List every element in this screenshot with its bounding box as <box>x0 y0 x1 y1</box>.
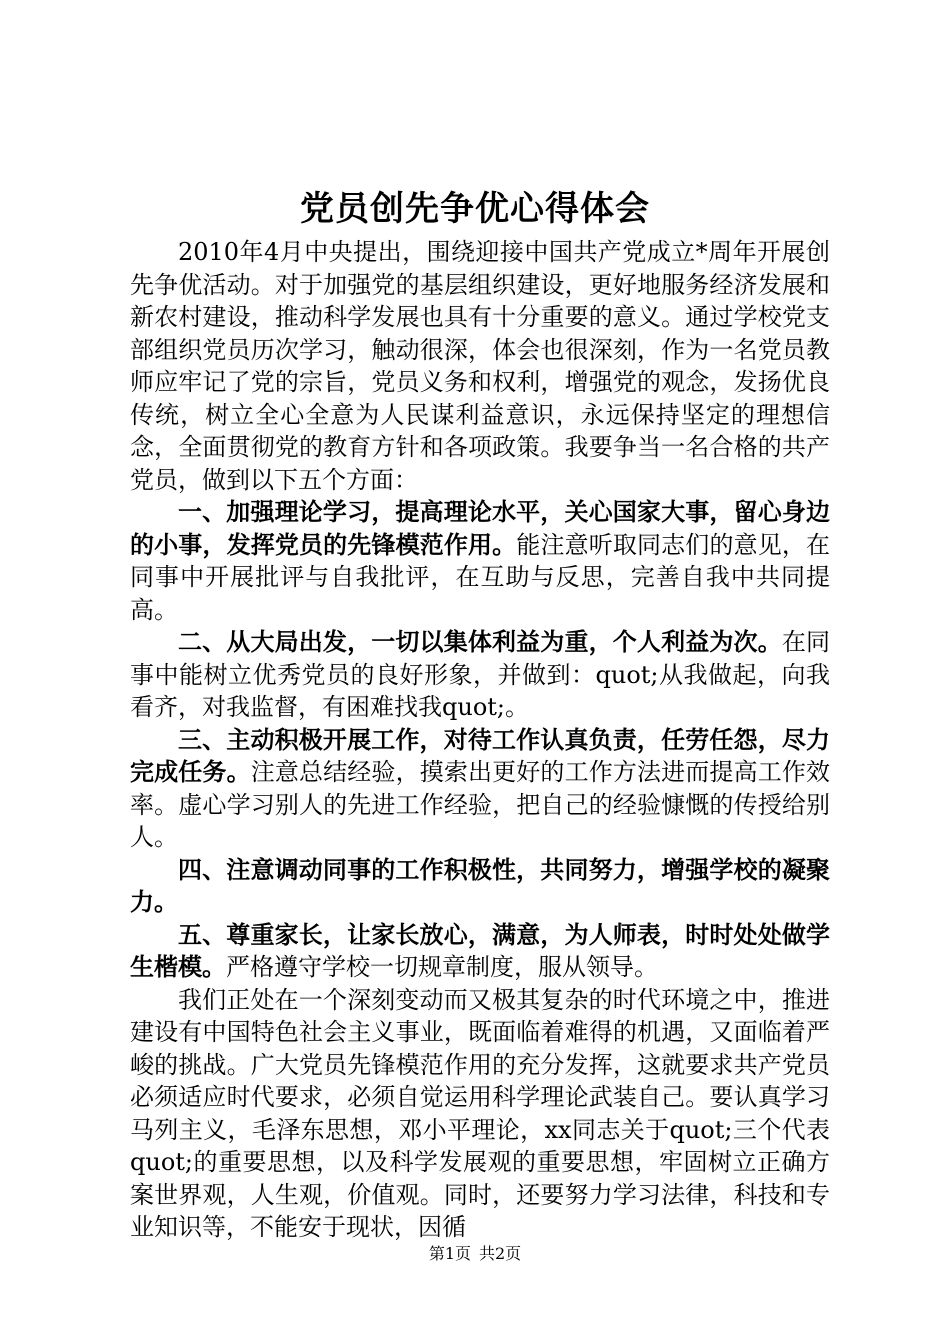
paragraph-lead: 一、加强理论学习，提高理论水平，关心国家大事，留心身边的小事，发挥党员的先锋模范作用。 <box>130 498 830 559</box>
paragraph-text: 在同事中能树立优秀党员的良好形象，并做到：quot;从我做起，向我看齐，对我监督，有困难找我quot;。 <box>130 628 831 721</box>
paragraph-conclusion <box>130 984 830 1244</box>
paragraph-text: 我们正处在一个深刻变动而又极其复杂的时代环境之中，推进建设有中国特色社会主义事业，既面临着难得的机遇，又面临着严峻的挑战。广大党员先锋模范作用的充分发挥，这就要求共产党员必须适应时代要求，必须自觉运用科学理论武装自己。要认真学习马列主义，毛泽东思想，邓小平理论，xx同志关于quot;三个代表quot;的重要思想，以及科学发展观的重要思想，牢固树立正确方案世界观，人生观，价值观。同时，还要努力学习法律，科技和专业知识等，不能安于现状，因循 <box>130 985 830 1241</box>
paragraph-point-5 <box>130 919 830 984</box>
paragraph-intro <box>130 236 830 496</box>
paragraph-point-3 <box>130 724 830 854</box>
paragraph-point-2 <box>130 626 830 724</box>
paragraph-lead: 二、从大局出发，一切以集体利益为重，个人利益为次。 <box>178 628 782 656</box>
paragraph-text: 能注意听取同志们的意见，在同事中开展批评与自我批评，在互助与反思，完善自我中共同提高。 <box>130 530 831 624</box>
paragraph-lead: 五、尊重家长，让家长放心，满意，为人师表，时时处处做学生楷模。 <box>130 920 830 981</box>
document-title: 党员创先争优心得体会 <box>300 189 650 229</box>
paragraph-point-1 <box>130 496 830 626</box>
document-body <box>130 236 830 1244</box>
paragraph-lead: 四、注意调动同事的工作积极性，共同努力，增强学校的凝聚力。 <box>130 855 830 916</box>
paragraph-point-4 <box>130 854 830 919</box>
page-number: 第1页 <box>428 1244 471 1263</box>
paragraph-text: 2010年4月中央提出，围绕迎接中国共产党成立*周年开展创先争优活动。对于加强党的基层组织建设，更好地服务经济发展和新农村建设，推动科学发展也具有十分重要的意义。通过学校党支部组织党员历次学习，触动很深，体会也很深刻，作为一名党员教师应牢记了党的宗旨，党员义务和权利，增强党的观念，发扬优良传统，树立全心全意为人民谋利益意识，永远保持坚定的理想信念，全面贯彻党的教育方针和各项政策。我要争当一名合格的共产党员，做到以下五个方面： <box>130 238 830 494</box>
paragraph-text: 注意总结经验，摸索出更好的工作方法进而提高工作效率。虚心学习别人的先进工作经验，把自己的经验慷慨的传授给别人。 <box>130 758 831 851</box>
paragraph-text: 严格遵守学校一切规章制度，服从领导。 <box>226 953 658 981</box>
page-total: 共2页 <box>479 1244 522 1263</box>
paragraph-lead: 三、主动积极开展工作，对待工作认真负责，任劳任怨，尽力完成任务。 <box>130 725 830 786</box>
page-footer <box>0 1243 950 1265</box>
